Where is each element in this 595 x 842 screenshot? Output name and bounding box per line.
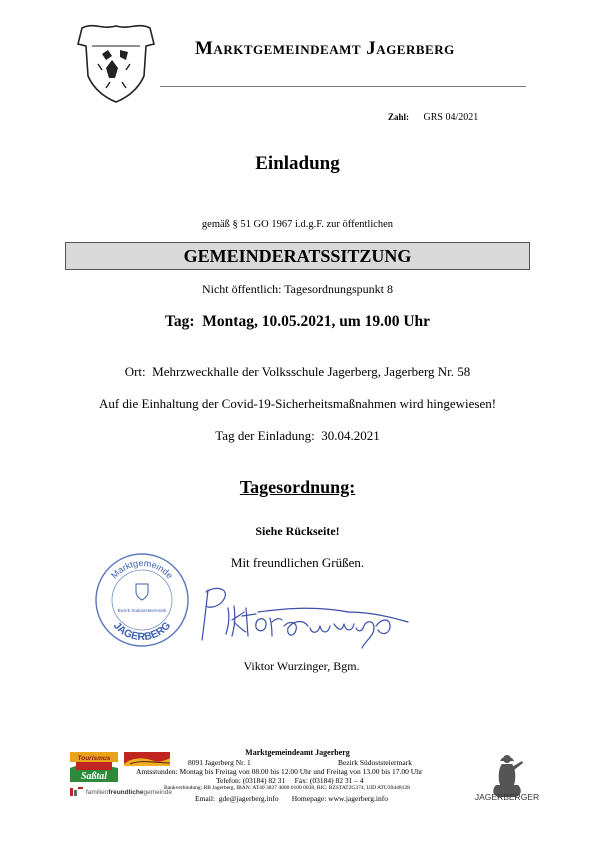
- stamp-text-top: Marktgemeinde: [109, 557, 175, 581]
- footer-office-hours: Amtsstunden: Montag bis Freitag von 08.00 bis 12.00 Uhr und Freitag von 13.00 bis 17.00 Uhr: [136, 767, 423, 776]
- footer-phone: Telefon: (03184) 82 31 Fax: (03184) 82 31 – 4: [216, 776, 364, 785]
- family-logo-suffix: gemeinde: [143, 789, 173, 796]
- signer-name: Viktor Wurzinger, Bgm.: [243, 659, 360, 673]
- reference-number: [388, 112, 478, 123]
- landscape-logo: [124, 752, 170, 766]
- footer-contact: Email: gde@jagerberg.info Homepage: www.jagerberg.info: [195, 794, 388, 803]
- invitation-date: Tag der Einladung: 30.04.2021: [215, 428, 380, 443]
- footer-district: Bezirk Südoststeiermark: [338, 758, 412, 767]
- stamp-text-bottom: JAGERBERG: [110, 619, 174, 644]
- legal-basis: gemäß § 51 GO 1967 i.d.g.F. zur öffentlichen: [201, 219, 394, 230]
- reference-value: GRS 04/2021: [423, 112, 479, 123]
- covid-notice: Auf die Einhaltung der Covid-19-Sicherheitsmaßnahmen wird hingewiesen!: [98, 396, 497, 411]
- session-type-banner: GEMEINDERATSSITZUNG: [65, 242, 530, 270]
- tourism-logo-bottom: Saßtal: [80, 771, 108, 782]
- footer-title: Marktgemeindeamt Jagerberg: [245, 748, 350, 757]
- agenda-note: Siehe Rückseite!: [255, 524, 340, 538]
- official-stamp: [92, 550, 192, 650]
- stamp-text-middle: Bezirk Südoststeiermark: [117, 608, 167, 613]
- tourism-logo-top: Tourismus: [77, 755, 111, 762]
- meeting-location: Ort: Mehrzweckhalle der Volksschule Jagerberg, Jagerberg Nr. 58: [124, 364, 471, 379]
- non-public-note: Nicht öffentlich: Tagesordnungspunkt 8: [201, 282, 394, 296]
- office-title: Marktgemeindeamt Jagerberg: [195, 38, 455, 59]
- agenda-heading: Tagesordnung:: [239, 477, 356, 497]
- invitation-title: Einladung: [255, 153, 340, 174]
- jagerberger-wordmark: JAGERBERGER: [474, 792, 540, 802]
- family-friendly-logo: [70, 786, 200, 800]
- closing-greeting: Mit freundlichen Grüßen.: [230, 555, 365, 570]
- meeting-date: Tag: Montag, 10.05.2021, um 19.00 Uhr: [164, 313, 431, 330]
- family-logo-icon: [70, 787, 84, 797]
- family-logo-bold: freundliche: [108, 789, 144, 796]
- municipal-crest-logo: [72, 20, 160, 104]
- svg-text:Marktgemeinde: [109, 558, 175, 581]
- reference-label: Zahl:: [388, 112, 410, 122]
- family-logo-prefix: familien: [86, 789, 109, 796]
- tourism-logo: [70, 752, 118, 782]
- signature: [198, 578, 420, 654]
- header-divider: [160, 86, 526, 87]
- footer-address: 8091 Jagerberg Nr. 1: [188, 758, 251, 767]
- footer-bank-details: Bankverbindung: RB Jagerberg, IBAN: AT40 3837 4000 0100 0038, BIC: RZSTAT2G374, UID ATU39448128: [164, 785, 410, 791]
- svg-text:JAGERBERG: [111, 620, 173, 643]
